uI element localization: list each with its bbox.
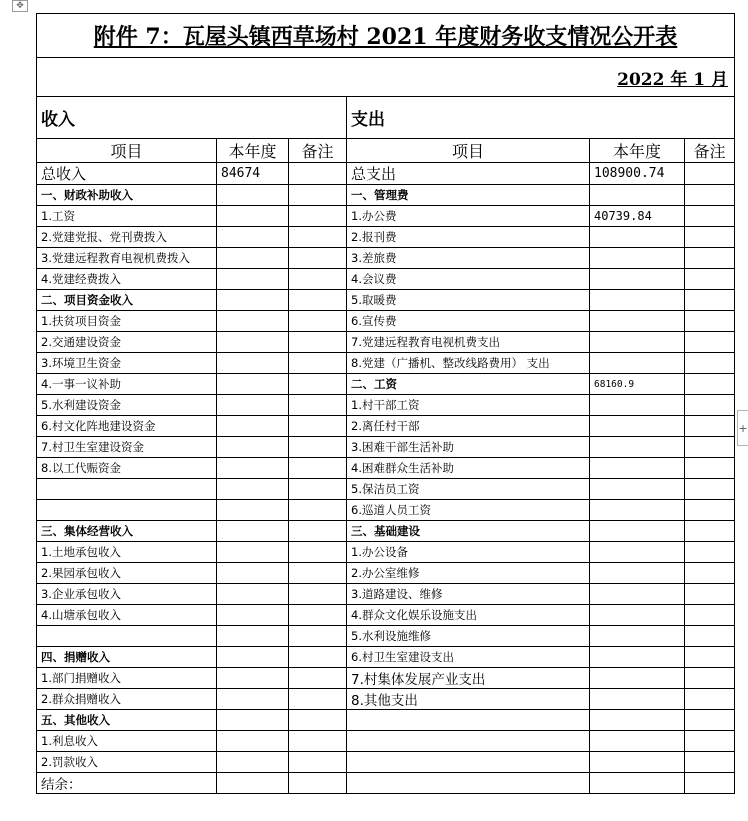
expense-note [685, 437, 735, 458]
expense-item [347, 752, 590, 773]
income-item: 5.水利建设资金 [37, 395, 217, 416]
expense-amount: 40739.84 [590, 206, 685, 227]
income-item: 三、集体经营收入 [37, 521, 217, 542]
expense-item: 3.困难干部生活补助 [347, 437, 590, 458]
income-amount [217, 458, 289, 479]
expense-note [685, 269, 735, 290]
income-note [289, 458, 347, 479]
expense-item: 5.水利设施维修 [347, 626, 590, 647]
expense-note [685, 353, 735, 374]
income-item: 3.环境卫生资金 [37, 353, 217, 374]
table-row [37, 647, 735, 668]
expense-amount [590, 416, 685, 437]
income-item: 2.交通建设资金 [37, 332, 217, 353]
expense-amount [590, 500, 685, 521]
expense-note [685, 752, 735, 773]
col-header-expense-item: 项目 [347, 139, 590, 163]
table-row [37, 521, 735, 542]
table-row [37, 668, 735, 689]
expense-amount [590, 626, 685, 647]
table-row [37, 227, 735, 248]
expense-amount [590, 563, 685, 584]
table-row [37, 269, 735, 290]
income-note [289, 605, 347, 626]
income-amount [217, 353, 289, 374]
table-row [37, 374, 735, 395]
income-amount [217, 752, 289, 773]
income-note [289, 353, 347, 374]
income-note [289, 752, 347, 773]
income-amount [217, 668, 289, 689]
income-item: 五、其他收入 [37, 710, 217, 731]
income-amount [217, 332, 289, 353]
expense-item: 5.取暖费 [347, 290, 590, 311]
finance-disclosure-table [36, 13, 735, 794]
table-move-handle-icon[interactable]: ✥ [12, 0, 28, 12]
income-amount [217, 206, 289, 227]
expense-item [347, 731, 590, 752]
income-note [289, 290, 347, 311]
income-item: 4.山塘承包收入 [37, 605, 217, 626]
expense-item: 6.村卫生室建设支出 [347, 647, 590, 668]
expense-amount [590, 353, 685, 374]
table-row [37, 584, 735, 605]
income-item [37, 479, 217, 500]
income-amount [217, 605, 289, 626]
income-amount [217, 647, 289, 668]
income-note [289, 269, 347, 290]
income-item: 2.果园承包收入 [37, 563, 217, 584]
expense-amount [590, 773, 685, 794]
expense-item: 4.困难群众生活补助 [347, 458, 590, 479]
income-amount [217, 395, 289, 416]
income-item: 1.扶贫项目资金 [37, 311, 217, 332]
add-column-plus-icon[interactable]: + [737, 410, 748, 446]
income-item: 1.土地承包收入 [37, 542, 217, 563]
income-amount [217, 374, 289, 395]
table-row [37, 206, 735, 227]
income-note [289, 185, 347, 206]
expense-note [685, 605, 735, 626]
table-row [37, 626, 735, 647]
total-expense-label: 总支出 [347, 163, 590, 185]
expense-item: 6.宣传费 [347, 311, 590, 332]
table-row [37, 542, 735, 563]
table-row [37, 185, 735, 206]
income-amount [217, 521, 289, 542]
expense-note [685, 479, 735, 500]
table-row [37, 353, 735, 374]
expense-item: 2.报刊费 [347, 227, 590, 248]
income-item: 7.村卫生室建设资金 [37, 437, 217, 458]
expense-amount [590, 269, 685, 290]
expense-item: 三、基础建设 [347, 521, 590, 542]
income-amount [217, 227, 289, 248]
expense-note [685, 563, 735, 584]
income-item: 2.罚款收入 [37, 752, 217, 773]
income-item: 1.利息收入 [37, 731, 217, 752]
expense-note [685, 647, 735, 668]
expense-note [685, 584, 735, 605]
income-note [289, 710, 347, 731]
expense-note [685, 206, 735, 227]
income-note [289, 311, 347, 332]
income-amount [217, 626, 289, 647]
expense-note [685, 626, 735, 647]
income-item [37, 500, 217, 521]
expense-amount [590, 710, 685, 731]
expense-amount [590, 584, 685, 605]
expense-amount [590, 521, 685, 542]
expense-amount: 68160.9 [590, 374, 685, 395]
totals-row [37, 163, 735, 185]
expense-amount [590, 752, 685, 773]
expense-amount [590, 332, 685, 353]
income-amount [217, 542, 289, 563]
expense-note [685, 416, 735, 437]
expense-item: 3.道路建设、维修 [347, 584, 590, 605]
expense-note [685, 668, 735, 689]
expense-amount [590, 647, 685, 668]
income-note [289, 773, 347, 794]
expense-item: 5.保洁员工资 [347, 479, 590, 500]
table-row [37, 500, 735, 521]
expense-item [347, 773, 590, 794]
expense-note [685, 290, 735, 311]
expense-amount [590, 668, 685, 689]
income-note [289, 416, 347, 437]
income-item: 4.一事一议补助 [37, 374, 217, 395]
income-amount [217, 689, 289, 710]
expense-amount [590, 605, 685, 626]
expense-note [685, 227, 735, 248]
expense-section-title: 支出 [347, 97, 735, 139]
table-row [37, 437, 735, 458]
table-row [37, 689, 735, 710]
expense-note [685, 731, 735, 752]
expense-amount [590, 542, 685, 563]
income-amount [217, 479, 289, 500]
column-header-row [37, 139, 735, 163]
table-row [37, 479, 735, 500]
expense-item: 2.办公室维修 [347, 563, 590, 584]
expense-amount [590, 479, 685, 500]
income-note [289, 521, 347, 542]
expense-note [685, 710, 735, 731]
income-item: 8.以工代赈资金 [37, 458, 217, 479]
expense-note [685, 311, 735, 332]
income-note [289, 689, 347, 710]
total-expense-value: 108900.74 [590, 163, 685, 185]
expense-amount [590, 185, 685, 206]
expense-amount [590, 290, 685, 311]
expense-item: 8.其他支出 [347, 689, 590, 710]
income-amount [217, 437, 289, 458]
income-note [289, 479, 347, 500]
expense-note [685, 395, 735, 416]
expense-item: 1.办公设备 [347, 542, 590, 563]
income-note [289, 563, 347, 584]
col-header-income-item: 项目 [37, 139, 217, 163]
col-header-income-amount: 本年度 [217, 139, 289, 163]
income-amount [217, 773, 289, 794]
expense-amount [590, 311, 685, 332]
income-item [37, 626, 217, 647]
table-row [37, 290, 735, 311]
income-amount [217, 731, 289, 752]
expense-item: 7.党建远程教育电视机费支出 [347, 332, 590, 353]
table-row [37, 605, 735, 626]
income-item: 结余： [37, 773, 217, 794]
income-note [289, 584, 347, 605]
income-note [289, 437, 347, 458]
income-note [289, 206, 347, 227]
expense-amount [590, 731, 685, 752]
income-item: 3.党建远程教育电视机费拨入 [37, 248, 217, 269]
table-row [37, 752, 735, 773]
total-income-value: 84674 [217, 163, 289, 185]
expense-amount [590, 395, 685, 416]
income-amount [217, 248, 289, 269]
total-income-note [289, 163, 347, 185]
expense-note [685, 332, 735, 353]
income-item: 2.党建党报、党刊费拨入 [37, 227, 217, 248]
income-amount [217, 500, 289, 521]
income-note [289, 626, 347, 647]
expense-note [685, 689, 735, 710]
col-header-expense-note: 备注 [685, 139, 735, 163]
income-item: 二、项目资金收入 [37, 290, 217, 311]
income-note [289, 374, 347, 395]
income-note [289, 500, 347, 521]
table-row [37, 416, 735, 437]
expense-amount [590, 458, 685, 479]
income-section-title: 收入 [37, 97, 347, 139]
income-item: 2.群众捐赠收入 [37, 689, 217, 710]
income-item: 4.党建经费拨入 [37, 269, 217, 290]
report-date: 2022 年 1 月 [37, 58, 735, 97]
income-note [289, 647, 347, 668]
expense-item: 1.办公费 [347, 206, 590, 227]
expense-item: 3.差旅费 [347, 248, 590, 269]
expense-item: 1.村干部工资 [347, 395, 590, 416]
income-note [289, 227, 347, 248]
expense-amount [590, 689, 685, 710]
table-row [37, 773, 735, 794]
expense-item: 6.巡道人员工资 [347, 500, 590, 521]
table-row [37, 248, 735, 269]
expense-item: 2.离任村干部 [347, 416, 590, 437]
expense-note [685, 521, 735, 542]
expense-note [685, 374, 735, 395]
expense-note [685, 773, 735, 794]
income-note [289, 395, 347, 416]
income-note [289, 668, 347, 689]
expense-amount [590, 227, 685, 248]
expense-item: 4.会议费 [347, 269, 590, 290]
income-amount [217, 269, 289, 290]
total-income-label: 总收入 [37, 163, 217, 185]
table-row [37, 332, 735, 353]
page-title: 附件 7：瓦屋头镇西草场村 2021 年度财务收支情况公开表 [37, 14, 735, 58]
table-row [37, 458, 735, 479]
income-item: 四、捐赠收入 [37, 647, 217, 668]
expense-item [347, 710, 590, 731]
income-note [289, 542, 347, 563]
expense-amount [590, 437, 685, 458]
income-amount [217, 311, 289, 332]
expense-note [685, 248, 735, 269]
income-amount [217, 584, 289, 605]
col-header-expense-amount: 本年度 [590, 139, 685, 163]
table-row [37, 395, 735, 416]
income-item: 一、财政补助收入 [37, 185, 217, 206]
expense-note [685, 542, 735, 563]
expense-note [685, 500, 735, 521]
table-row [37, 731, 735, 752]
income-amount [217, 185, 289, 206]
income-amount [217, 416, 289, 437]
expense-item: 4.群众文化娱乐设施支出 [347, 605, 590, 626]
income-item: 1.工资 [37, 206, 217, 227]
expense-item: 二、工资 [347, 374, 590, 395]
expense-amount [590, 248, 685, 269]
income-item: 3.企业承包收入 [37, 584, 217, 605]
income-note [289, 248, 347, 269]
table-row [37, 563, 735, 584]
income-amount [217, 290, 289, 311]
expense-item: 7.村集体发展产业支出 [347, 668, 590, 689]
expense-note [685, 185, 735, 206]
expense-note [685, 458, 735, 479]
total-expense-note [685, 163, 735, 185]
table-row [37, 311, 735, 332]
income-note [289, 731, 347, 752]
income-item: 1.部门捐赠收入 [37, 668, 217, 689]
income-amount [217, 710, 289, 731]
col-header-income-note: 备注 [289, 139, 347, 163]
income-amount [217, 563, 289, 584]
expense-item: 8.党建（广播机、整改线路费用） 支出 [347, 353, 590, 374]
table-row [37, 710, 735, 731]
expense-item: 一、管理费 [347, 185, 590, 206]
income-note [289, 332, 347, 353]
income-item: 6.村文化阵地建设资金 [37, 416, 217, 437]
